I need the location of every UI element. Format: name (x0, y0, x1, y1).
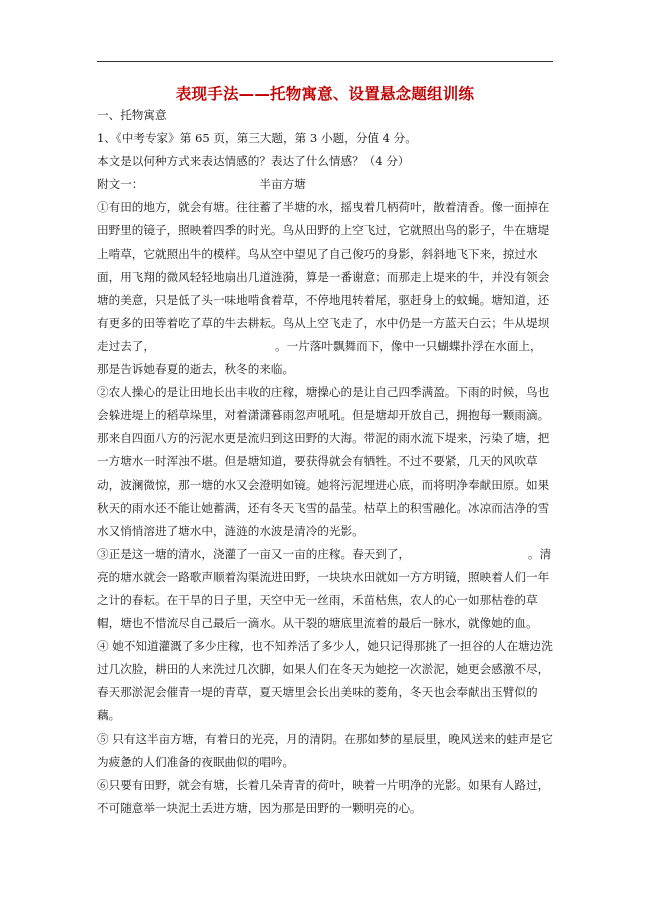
attachment-label: 附文一： (97, 177, 144, 192)
page-title: 表现手法——托物寓意、设置悬念题组训练 (175, 85, 475, 103)
paragraph-4: ④ 她不知道灌溉了多少庄稼，也不知养活了多少人，她只记得那挑了一担谷的人在塘边洗过几次脸，耕田的人来洗过几次脚，如果人们在冬天为她挖一次淤泥，她更会感激不尽，春天那淤泥会催青一堤的青草，夏天塘里会长出美味的菱角，冬天也会奉献出玉臂似的藕。 (97, 639, 553, 723)
paragraph-3-text-a: ③正是这一塘的清水，浇灌了一亩又一亩的庄稼。春天到了， (97, 546, 411, 561)
paragraph-3 (97, 543, 553, 635)
article-title: 半亩方塘 (259, 177, 306, 192)
question-reference: 1、《中考专家》第 65 页，第三大题，第 3 小题，分值 4 分。 (97, 131, 417, 146)
paragraph-1-text-a: ①有田的地方，就会有塘。往往蓄了半塘的水，摇曳着几柄荷叶，散着清香。像一面掉在田野里的镜子，照映着四季的时光。鸟从田野的上空飞过，它就照出鸟的影子，牛在塘堤上啃草，它就照出牛的模样。鸟从空中望见了自己俊巧的身影，斜斜地飞下来，掠过水面，用飞翔的微风轻轻地扇出几道涟漪，算是一番谢意；而那走上堤来的牛，并没有领会塘的美意，只是低了头一味地啃食着草，不停地甩转着尾，驱赶身上的蚊蝇。塘知道，还有更多的田等着吃了草的牛去耕耘。鸟从上空飞走了，水中仍是一方蓝天白云；牛从堤坝走过去了， (97, 200, 550, 353)
paragraph-1-text-b: 。一片落叶飘舞而下，像中一只蝴蝶扑浮在水面上，那是告诉她春夏的逝去，秋冬的来临。 (97, 338, 542, 377)
question-text: 本文是以何种方式来表达情感的？表达了什么情感？（4 分） (97, 154, 410, 169)
document-body (97, 104, 553, 820)
header-rule (97, 61, 553, 62)
paragraph-1 (97, 196, 553, 381)
paragraph-3-text-b: 。清亮的塘水就会一路歌声顺着沟渠流进田野，一块块水田就如一方方明镜，照映着人们一年之计的春耘。在干旱的日子里，天空中无一丝雨，禾苗枯焦，农人的心一如那枯卷的草帽，塘也不惜流尽自己最后一滴水。从干裂的塘底里流着的最后一脉水，就像她的血。 (97, 546, 552, 631)
paragraph-5: ⑤ 只有这半亩方塘，有着日的光亮，月的清阴。在那如梦的星辰里，晚风送来的蛙声是它为疲惫的人们准备的夜眠曲似的唱吟。 (97, 731, 553, 769)
paragraph-6: ⑥只要有田野，就会有塘，长着几朵青青的荷叶，映着一片明净的光影。如果有人路过，不可随意举一块泥土丢进方塘，因为那是田野的一颗明亮的心。 (97, 777, 550, 815)
paragraph-2: ②农人操心的是让田地长出丰收的庄稼，塘操心的是让自己四季满盈。下雨的时候，鸟也会躲进堤上的稻草垛里，对着潇潇暮雨忽声吼吼。但是塘却开放自己，拥抱每一颗雨滴。那来自四面八方的污泥水更是流归到这田野的大海。带泥的雨水流下堤来，污染了塘，把一方塘水一时浑浊不堪。但是塘知道，要获得就会有牺牲。不过不要紧，几天的风吹草动，波澜微惊，那一塘的水又会澄明如镜。她将污泥埋进心底，而将明净奉献田原。如果秋天的雨水还不能让她蓄满，还有冬天飞雪的晶莹。枯草上的积雪融化。冰凉而洁净的雪水又悄悄溶进了塘水中，涟涟的水波是清冷的光影。 (97, 385, 550, 538)
attachment-line (97, 173, 553, 196)
section-heading: 一、托物寓意 (97, 108, 167, 122)
